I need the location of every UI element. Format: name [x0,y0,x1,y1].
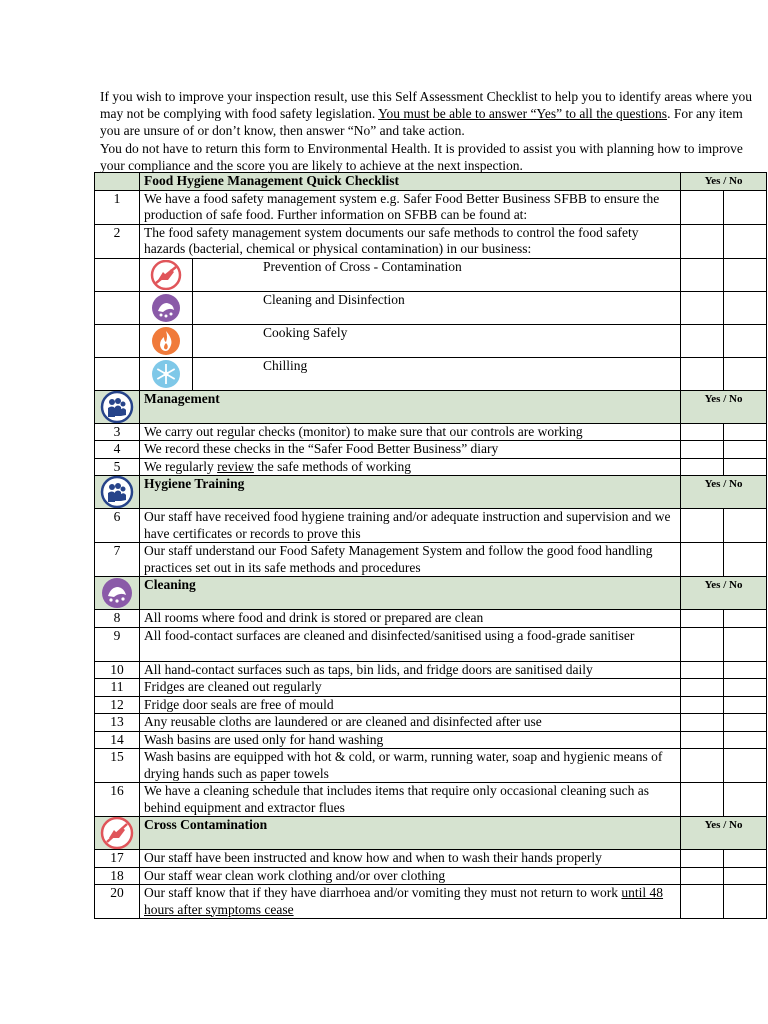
yes-no-header: Yes / No [681,817,767,850]
no-cell[interactable] [724,714,767,732]
item-text: Wash basins are equipped with hot & cold, or warm, running water, soap and hygienic means of drying hands such as paper towels [140,749,681,783]
icon-cell [95,817,140,850]
item-number: 17 [95,850,140,868]
table-row [95,867,767,885]
table-row [95,731,767,749]
yes-cell[interactable] [681,885,724,919]
sub-item-text: Cooking Safely [193,324,681,357]
table-row [95,458,767,476]
section-title: Food Hygiene Management Quick Checklist [140,173,681,191]
item-number: 10 [95,661,140,679]
item-number: 8 [95,610,140,628]
section-title: Cleaning [140,577,681,610]
table-row [95,543,767,577]
icon-cell [140,324,193,357]
section-header-quick [95,173,767,191]
chilling-snowflake-icon [149,359,183,389]
item-number: 6 [95,509,140,543]
item-number: 18 [95,867,140,885]
no-cell[interactable] [724,258,767,291]
table-row [95,509,767,543]
no-cell[interactable] [724,696,767,714]
item-text: Wash basins are used only for hand washing [140,731,681,749]
yes-cell[interactable] [681,441,724,459]
yes-cell[interactable] [681,543,724,577]
table-row [95,224,767,258]
yes-cell[interactable] [681,696,724,714]
item-text: Our staff have been instructed and know how and when to wash their hands properly [140,850,681,868]
item-text: Our staff know that if they have diarrhoea and/or vomiting they must not return to work until 48 hours after symptoms cease [140,885,681,919]
yes-cell[interactable] [681,291,724,324]
yes-cell[interactable] [681,731,724,749]
yes-cell[interactable] [681,867,724,885]
table-row [95,714,767,732]
yes-cell[interactable] [681,357,724,390]
table-row [95,190,767,224]
cleaning-icon [99,577,135,609]
no-cell[interactable] [724,679,767,697]
yes-cell[interactable] [681,850,724,868]
no-cell[interactable] [724,190,767,224]
item-text: The food safety management system documents our safe methods to control the food safety hazards (bacterial, chemical or physical contamination) in our business: [140,224,681,258]
item-text: We have a cleaning schedule that includes items that require only occasional cleaning such as behind equipment and extractor flues [140,783,681,817]
section-title: Hygiene Training [140,476,681,509]
item-text: We record these checks in the “Safer Food Better Business” diary [140,441,681,459]
no-cell[interactable] [724,357,767,390]
yes-cell[interactable] [681,627,724,661]
icon-cell [140,258,193,291]
item-number: 3 [95,423,140,441]
icon-cell [95,390,140,423]
item-number: 1 [95,190,140,224]
yes-cell[interactable] [681,714,724,732]
no-cell[interactable] [724,661,767,679]
item-text: Our staff have received food hygiene training and/or adequate instruction and supervision and we have certificates or records to prove this [140,509,681,543]
no-cell[interactable] [724,441,767,459]
item-text: Fridges are cleaned out regularly [140,679,681,697]
cooking-flame-icon [149,326,183,356]
no-cell[interactable] [724,509,767,543]
section-title: Management [140,390,681,423]
sub-row [95,324,767,357]
table-row [95,783,767,817]
yes-cell[interactable] [681,679,724,697]
item-number: 20 [95,885,140,919]
icon-cell [140,291,193,324]
intro-p1-b: . For any item you are unsure of or don’t know, then answer “No” and take action. [100,106,743,139]
sub-item-text: Prevention of Cross - Contamination [193,258,681,291]
section-header-training [95,476,767,509]
section-header-cross-contamination [95,817,767,850]
section-title: Cross Contamination [140,817,681,850]
table-row [95,696,767,714]
item-number: 7 [95,543,140,577]
sub-row [95,357,767,390]
intro-p2: You do not have to return this form to Environmental Health. It is provided to assist you with planning how to improve your compliance and the score you are likely to achieve at the next inspection. [100,140,743,173]
cleaning-icon [149,293,183,323]
item-number: 11 [95,679,140,697]
item-number: 5 [95,458,140,476]
no-cell[interactable] [724,783,767,817]
item-number: 2 [95,224,140,258]
yes-cell[interactable] [681,509,724,543]
no-cell[interactable] [724,885,767,919]
table-row [95,850,767,868]
icon-cell [95,476,140,509]
yes-cell[interactable] [681,190,724,224]
yes-no-header: Yes / No [681,390,767,423]
item-number: 15 [95,749,140,783]
cross-contamination-icon [149,260,183,290]
no-cell[interactable] [724,224,767,258]
yes-no-header: Yes / No [681,577,767,610]
management-people-icon [99,391,135,423]
no-cell[interactable] [724,423,767,441]
icon-cell [140,357,193,390]
no-cell[interactable] [724,627,767,661]
no-cell[interactable] [724,291,767,324]
intro-p1-a: If you wish to improve your inspection result, use this Self Assessment Checklist to help you to identify areas where you may not be complying with food safety legislation. [100,89,753,122]
table-row [95,885,767,919]
yes-cell[interactable] [681,423,724,441]
table-row [95,627,767,661]
yes-no-header: Yes / No [681,476,767,509]
yes-cell[interactable] [681,610,724,628]
no-cell[interactable] [724,324,767,357]
table-row [95,749,767,783]
yes-cell[interactable] [681,224,724,258]
item-number: 12 [95,696,140,714]
no-cell[interactable] [724,610,767,628]
yes-cell[interactable] [681,749,724,783]
item-text: All hand-contact surfaces such as taps, bin lids, and fridge doors are sanitised daily [140,661,681,679]
yes-cell[interactable] [681,458,724,476]
no-cell[interactable] [724,543,767,577]
section-header-management [95,390,767,423]
cross-contamination-icon [99,817,135,849]
table-row [95,441,767,459]
item-number: 13 [95,714,140,732]
item-text: We carry out regular checks (monitor) to make sure that our controls are working [140,423,681,441]
icon-cell [95,577,140,610]
sub-row [95,291,767,324]
no-cell[interactable] [724,458,767,476]
sub-row [95,258,767,291]
item-text: Fridge door seals are free of mould [140,696,681,714]
yes-cell[interactable] [681,258,724,291]
yes-cell[interactable] [681,783,724,817]
item-text: We have a food safety management system e.g. Safer Food Better Business SFBB to ensure the production of safe food. Further information on SFBB can be found at: [140,190,681,224]
no-cell[interactable] [724,867,767,885]
intro-p1-underlined: You must be able to answer “Yes” to all the questions [378,106,668,122]
table-row [95,423,767,441]
checklist-table [94,172,767,919]
table-row [95,679,767,697]
item-text: All rooms where food and drink is stored or prepared are clean [140,610,681,628]
no-cell[interactable] [724,749,767,783]
intro-text [100,88,760,174]
yes-cell[interactable] [681,661,724,679]
table-row [95,610,767,628]
training-people-icon [99,476,135,508]
yes-no-header: Yes / No [681,173,767,191]
item-number: 4 [95,441,140,459]
sub-item-text: Cleaning and Disinfection [193,291,681,324]
item-text: Our staff wear clean work clothing and/or over clothing [140,867,681,885]
item-text: All food-contact surfaces are cleaned and disinfected/sanitised using a food-grade sanitiser [140,627,681,661]
item-number: 16 [95,783,140,817]
item-number: 9 [95,627,140,661]
item-text: Any reusable cloths are laundered or are cleaned and disinfected after use [140,714,681,732]
sub-item-text: Chilling [193,357,681,390]
item-number: 14 [95,731,140,749]
item-text: Our staff understand our Food Safety Management System and follow the good food handling practices set out in its safe methods and procedures [140,543,681,577]
table-row [95,661,767,679]
item-text: We regularly review the safe methods of working [140,458,681,476]
yes-cell[interactable] [681,324,724,357]
no-cell[interactable] [724,731,767,749]
section-header-cleaning [95,577,767,610]
no-cell[interactable] [724,850,767,868]
